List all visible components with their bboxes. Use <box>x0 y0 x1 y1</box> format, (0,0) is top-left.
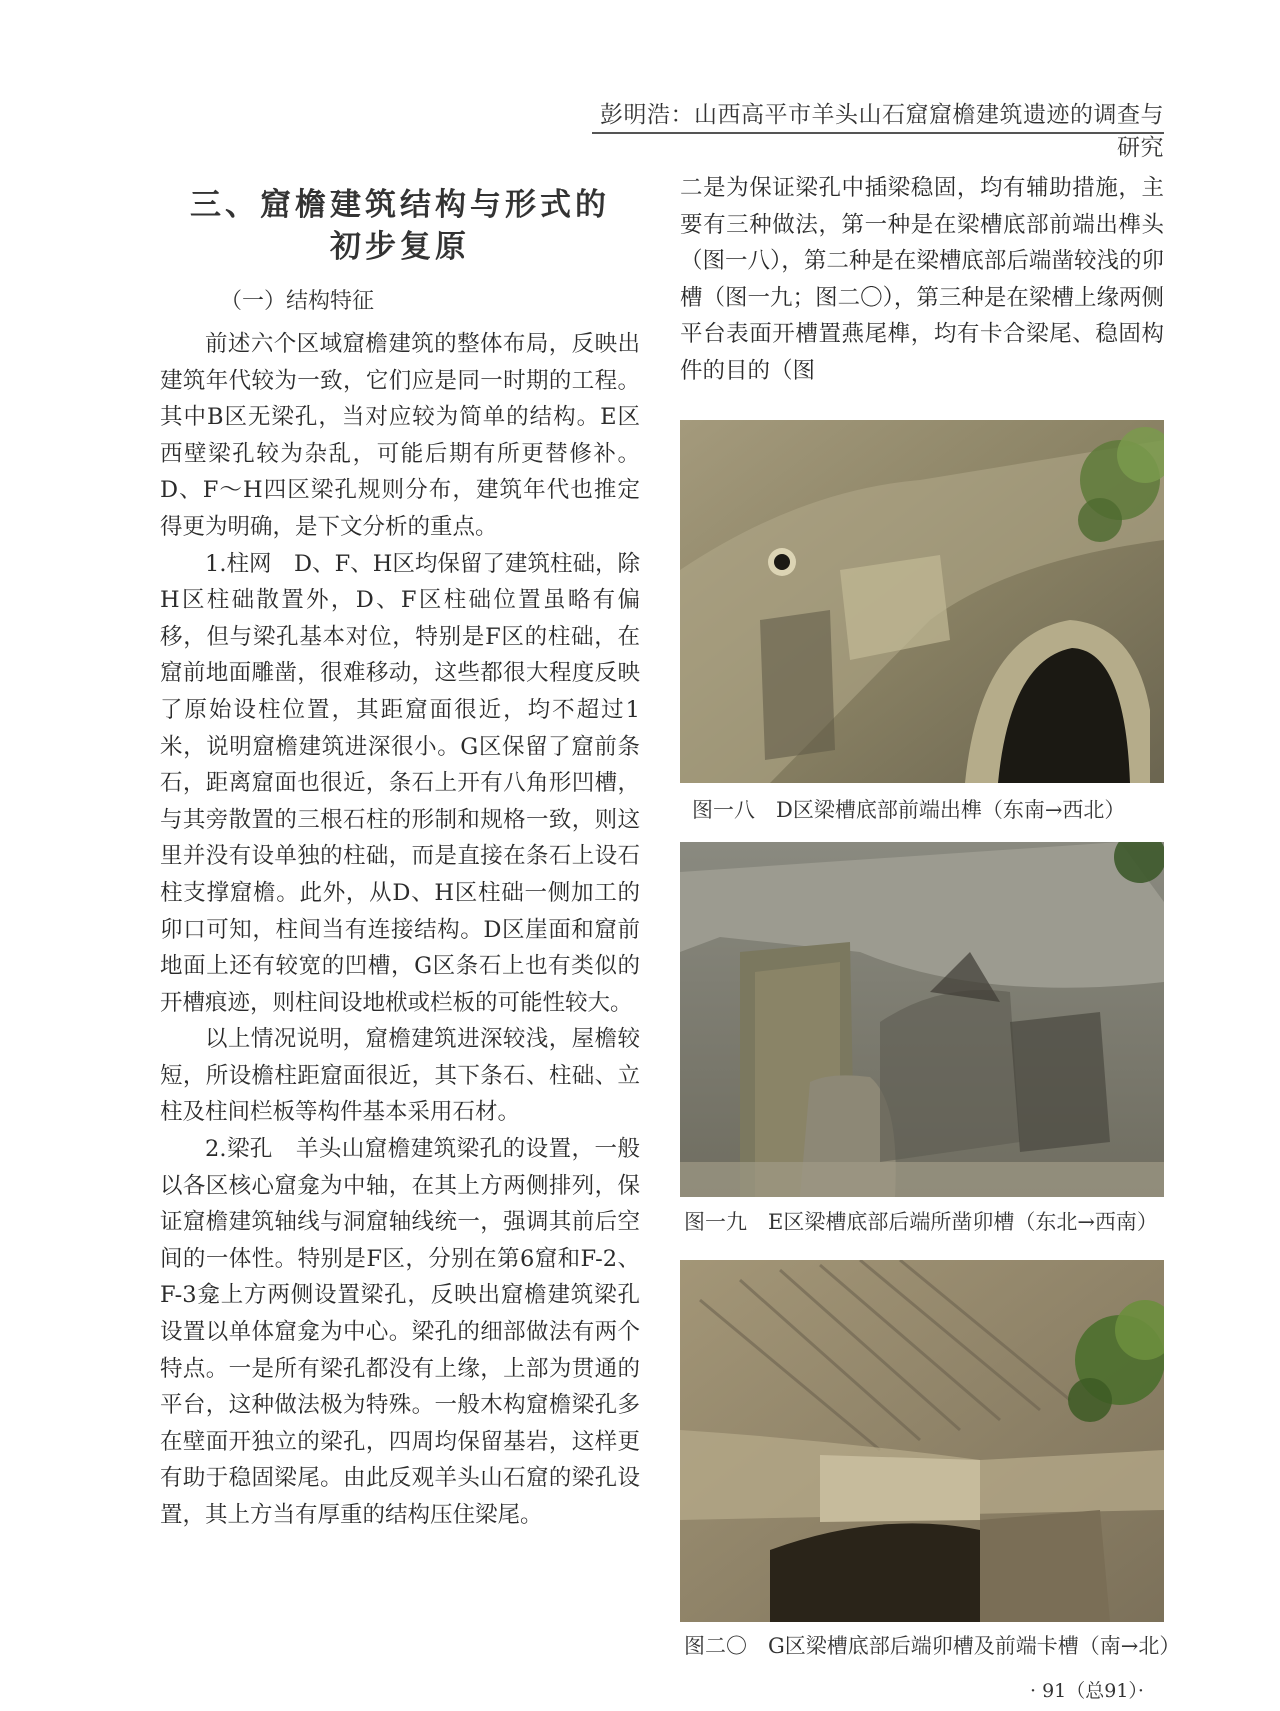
paragraph: 二是为保证梁孔中插梁稳固，均有辅助措施，主要有三种做法，第一种是在梁槽底部前端出榫头（图一八），第二种是在梁槽底部后端凿较浅的卯槽（图一九；图二〇），第三种是在梁槽上缘两侧平台表面开槽置燕尾榫，均有卡合梁尾、稳固构件的目的（图 <box>680 175 1164 384</box>
header-rule <box>592 132 1164 134</box>
subsection-title: （一）结构特征 <box>220 289 375 314</box>
figure-19-caption: 图一九 E区梁槽底部后端所凿卯槽（东北→西南） <box>684 1210 1158 1234</box>
paragraph: 以上情况说明，窟檐建筑进深较浅，屋檐较短，所设檐柱距窟面很近，其下条石、柱础、立柱及柱间栏板等构件基本采用石材。 <box>160 1026 640 1126</box>
figure-18 <box>680 420 1164 822</box>
figure-20 <box>680 1260 1181 1658</box>
figure-19-photo <box>680 842 1164 1197</box>
paragraph: 1.柱网 D、F、H区均保留了建筑柱础，除H区柱础散置外，D、F区柱础位置虽略有偏移，但与梁孔基本对位，特别是F区的柱础，在窟前地面雕凿，很难移动，这些都很大程度反映了原始设柱位置，其距窟面很近，均不超过1米，说明窟檐建筑进深很小。G区保留了窟前条石，距离窟面也很近，条石上开有八角形凹槽，与其旁散置的三根石柱的形制和规格一致，则这里并没有设单独的柱础，而是直接在条石上设石柱支撑窟檐。此外，从D、H区柱础一侧加工的卯口可知，柱间当有连接结构。D区崖面和窟前地面上还有较宽的凹槽，G区条石上也有类似的开槽痕迹，则柱间设地栿或栏板的可能性较大。 <box>160 550 640 1016</box>
figure-20-photo <box>680 1260 1164 1622</box>
paragraph: 2.梁孔 羊头山窟檐建筑梁孔的设置，一般以各区核心窟龛为中轴，在其上方两侧排列，保证窟檐建筑轴线与洞窟轴线统一，强调其前后空间的一体性。特别是F区，分别在第6窟和F-2、F-3龛上方两侧设置梁孔，反映出窟檐建筑梁孔设置以单体窟龛为中心。梁孔的细部做法有两个特点。一是所有梁孔都没有上缘，上部为贯通的平台，这种做法极为特殊。一般木构窟檐梁孔多在壁面开独立的梁孔，四周均保留基岩，这样更有助于稳固梁尾。由此反观羊头山石窟的梁孔设置，其上方当有厚重的结构压住梁尾。 <box>160 1136 640 1528</box>
figure-18-caption: 图一八 D区梁槽底部前端出榫（东南→西北） <box>692 798 1126 822</box>
section-title-line2: 初步复原 <box>330 229 470 265</box>
left-column <box>160 184 640 1534</box>
figure-18-photo <box>680 420 1164 783</box>
section-title <box>160 184 640 268</box>
running-head: 彭明浩：山西高平市羊头山石窟窟檐建筑遗迹的调查与研究 <box>600 102 1164 161</box>
section-title-line1: 三、窟檐建筑结构与形式的 <box>190 187 610 223</box>
figure-20-caption: 图二〇 G区梁槽底部后端卯槽及前端卡槽（南→北） <box>684 1634 1181 1658</box>
page-number: · 91（总91）· <box>1030 1680 1144 1702</box>
paragraph: 前述六个区域窟檐建筑的整体布局，反映出建筑年代较为一致，它们应是同一时期的工程。其中B区无梁孔，当对应较为简单的结构。E区西壁梁孔较为杂乱，可能后期有所更替修补。D、F～H四区梁孔规则分布，建筑年代也推定得更为明确，是下文分析的重点。 <box>160 331 640 540</box>
figure-19 <box>680 842 1164 1234</box>
right-column <box>680 170 1164 390</box>
